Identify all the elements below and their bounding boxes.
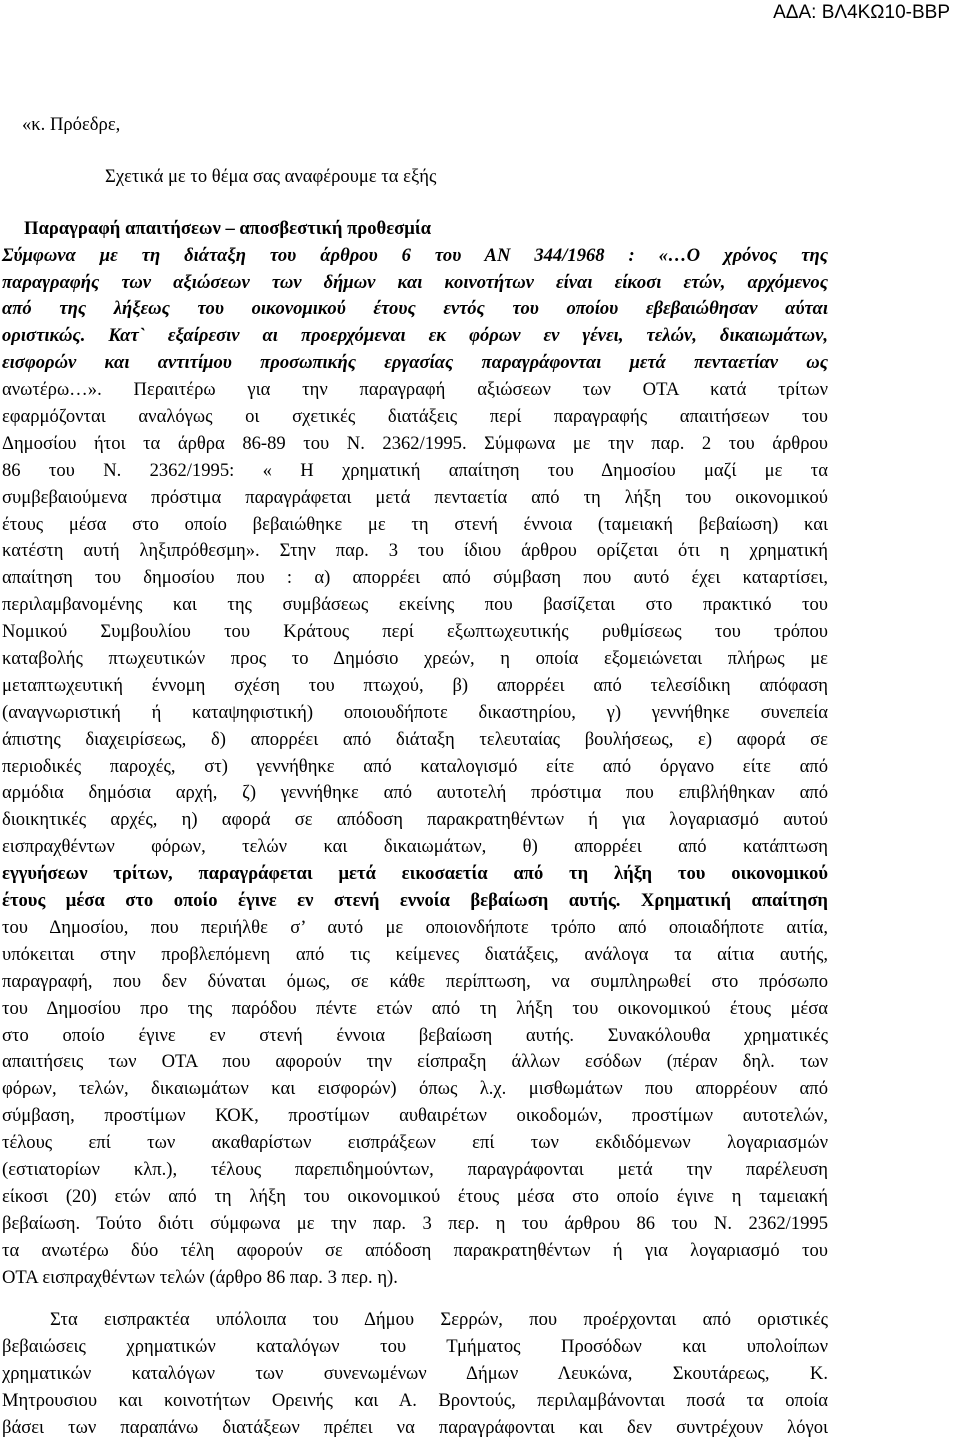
section-title: Παραγραφή απαιτήσεων – αποσβεστική προθεσμία	[24, 217, 431, 239]
text-line-10: συμβεβαιούμενα πρόστιμα παραγράφεται μετά πενταετία από τη λήξη του οικονομικού	[2, 486, 828, 508]
intro-line: Σχετικά με το θέμα σας αναφέρουμε τα εξής	[105, 165, 437, 187]
ada-code: ΑΔΑ: ΒΛ4ΚΩ10-ΒΒΡ	[773, 2, 950, 23]
text-line-20: περιοδικές παροχές, στ) γεννήθηκε από καταλογισμό είτε από όργανο είτε από	[2, 755, 828, 777]
text-line-22: διοικητικές αρχές, η) αφορά σε απόδοση παρακρατηθέντων ή για λογαριασμό αυτού	[2, 809, 828, 831]
text-line-42: χρηματικών καταλόγων των συνενωμένων Δήμων Λευκώνα, Σκουτάρεως, Κ.	[2, 1363, 828, 1385]
text-line-4: οριστικώς. Κατ` εξαίρεσιν αι προερχόμεναι εκ φόρων εν γένει, τελών, δικαιωμάτων,	[2, 325, 828, 347]
text-line-15: Νομικού Συμβουλίου του Κράτους περί εξωπτωχευτικής ρυθμίσεως του τρόπου	[2, 621, 828, 643]
letter-body	[0, 112, 960, 1442]
text-line-36: είκοσι (20) ετών από τη λήξη του οικονομικού έτους μέσα στο οποίο έγινε η ταμειακή	[2, 1185, 828, 1207]
text-line-18: (αναγνωριστική ή καταψηφιστική) οποιουδήποτε δικαστηρίου, γ) γεννήθηκε συνεπεία	[2, 701, 828, 723]
text-line-27: υπόκειται στην προβλεπόμενη από τις κείμενες διατάξεις, ανάλογα τα αίτια αυτής,	[2, 943, 828, 965]
greeting: «κ. Πρόεδρε,	[22, 114, 121, 135]
text-line-41: βεβαιώσεις χρηματικών καταλόγων του Τμήματος Προσόδων και υπολοίπων	[2, 1336, 828, 1358]
text-line-19: άπιστης διαχειρίσεως, δ) απορρέει από διάταξη τελευταίας βουλήσεως, ε) αφορά σε	[2, 728, 828, 750]
text-line-28: παραγραφή, που δεν δύναται όμως, σε κάθε περίπτωση, να συμπληρωθεί στο πρόσωπο	[2, 970, 828, 992]
text-line-1: Σύμφωνα με τη διάταξη του άρθρου 6 του ΑΝ 344/1968 : «…Ο χρόνος της	[2, 244, 828, 266]
text-line-35: (εστιατορίων κλπ.), τέλους παρεπιδημούντων, παραγράφονται μετά την παρέλευση	[2, 1158, 828, 1180]
text-line-39: ΟΤΑ εισπραχθέντων τελών (άρθρο 86 παρ. 3 περ. η).	[2, 1266, 398, 1288]
text-line-32: φόρων, τελών, δικαιωμάτων και εισφορών) όπως λ.χ. μισθωμάτων που απορρέουν από	[2, 1078, 828, 1100]
text-line-9: 86 του Ν. 2362/1995: « Η χρηματική απαίτηση του Δημοσίου μαζί με τα	[2, 459, 828, 481]
text-line-3: από της λήξεως του οικονομικού έτους εντός του οποίου εβεβαιώθησαν αύται	[2, 298, 828, 320]
text-line-34: τέλους επί των ακαθαρίστων εισπράξεων επί των εκδιδόμενων λογαριασμών	[2, 1132, 828, 1154]
text-line-16: καταβολής πτωχευτικών προς το Δημόσιο χρεών, η οποία εξομειώνεται πλήρως με	[2, 648, 828, 670]
text-line-21: αρμόδια δημόσια αρχή, ζ) γεννήθηκε από αυτοτελή πρόστιμα που επιβλήθηκαν από	[2, 782, 828, 804]
text-line-25: έτους μέσα στο οποίο έγινε εν στενή εννοία βεβαίωση αυτής. Χρηματική απαίτηση	[2, 890, 828, 912]
text-line-6: ανωτέρω…». Περαιτέρω για την παραγραφή αξιώσεων των ΟΤΑ κατά τρίτων	[2, 379, 828, 401]
text-line-43: Μητρουσιου και κοινοτήτων Ορεινής και Α. Βροντούς, περιλαμβάνονται ποσά τα οποία	[2, 1390, 828, 1412]
text-line-29: του Δημοσίου προ της παρόδου πέντε ετών από τη λήξη του οικονομικού έτους μέσα	[2, 997, 828, 1019]
text-line-37: βεβαίωση. Τούτο διότι σύμφωνα με την παρ. 3 περ. η του άρθρου 86 του Ν. 2362/1995	[2, 1212, 828, 1234]
text-line-44: βάσει των παραπάνω διατάξεων πρέπει να παραγράφονται και δεν συντρέχουν λόγοι	[2, 1416, 828, 1438]
text-line-11: έτους μέσα στο οποίο βεβαιώθηκε με τη στενή έννοια (ταμειακή βεβαίωση) και	[2, 513, 828, 535]
text-line-2: παραγραφής των αξιώσεων των δήμων και κοινοτήτων είναι είκοσι ετών, αρχόμενος	[2, 271, 828, 293]
text-line-13: απαίτηση του δημοσίου που : α) απορρέει από σύμβαση που αυτό έχει καταρτίσει,	[2, 567, 828, 589]
text-line-7: εφαρμόζονται αναλόγως οι σχετικές διατάξεις περί παραγραφής απαιτήσεων του	[2, 406, 828, 428]
text-line-40: Στα εισπρακτέα υπόλοιπα του Δήμου Σερρών, που προέρχονται από οριστικές	[50, 1309, 828, 1331]
text-line-14: περιλαμβανομένης και της συμβάσεως εκείνης που βασίζεται στο πρακτικό του	[2, 594, 828, 616]
text-line-38: τα ανωτέρω δύο τέλη αφορούν σε απόδοση παρακρατηθέντων ή για λογαριασμό του	[2, 1239, 828, 1261]
text-line-31: απαιτήσεις των ΟΤΑ που αφορούν την είσπραξη άλλων εσόδων (πέραν δηλ. των	[2, 1051, 828, 1073]
text-line-5: εισφορών και αντιτίμου προσωπικής εργασίας παραγράφονται μετά πενταετίαν ως	[2, 352, 828, 374]
text-line-33: σύμβαση, προστίμων ΚΟΚ, προστίμων αυθαιρέτων οικοδομών, προστίμων αυτοτελών,	[2, 1105, 828, 1127]
text-line-12: κατέστη αυτή ληξιπρόθεσμη». Στην παρ. 3 του ίδιου άρθρου ορίζεται ότι η χρηματική	[2, 540, 828, 562]
text-line-24: εγγυήσεων τρίτων, παραγράφεται μετά εικοσαετία από τη λήξη του οικονομικού	[2, 863, 828, 885]
text-line-30: στο οποίο έγινε εν στενή έννοια βεβαίωση αυτής. Συνακόλουθα χρηματικές	[2, 1024, 828, 1046]
text-line-8: Δημοσίου ήτοι τα άρθρα 86-89 του Ν. 2362/1995. Σύμφωνα με την παρ. 2 του άρθρου	[2, 432, 828, 454]
text-line-17: μεταπτωχευτική έννομη σχέση του πτωχού, β) απορρέει από τελεσίδικη απόφαση	[2, 674, 828, 696]
text-line-26: του Δημοσίου, που περιήλθε σ’ αυτό με οποιονδήποτε τρόπο από οποιαδήποτε αιτία,	[2, 916, 828, 938]
text-line-23: εισπραχθέντων φόρων, τελών και δικαιωμάτων, θ) απορρέει από κατάπτωση	[2, 836, 828, 858]
